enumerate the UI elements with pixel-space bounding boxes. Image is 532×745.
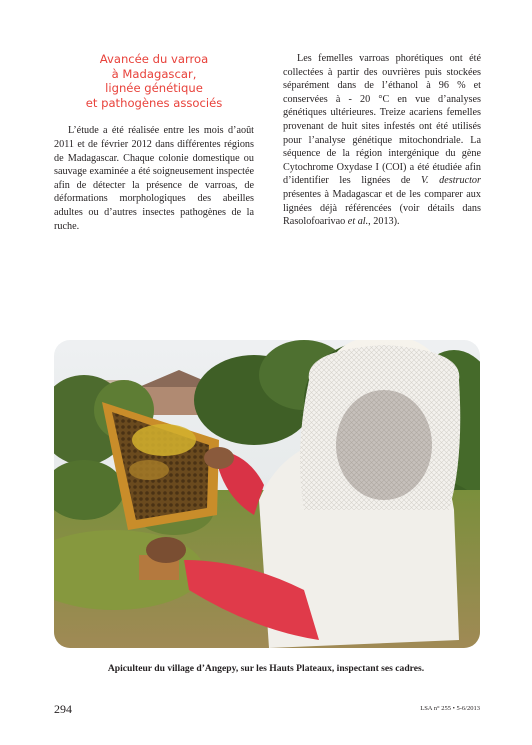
heading-line-2: à Madagascar, <box>111 66 197 81</box>
et-al: et al. <box>347 216 369 228</box>
left-column <box>54 52 254 233</box>
right-paragraph-part3: , 2013). <box>368 216 400 228</box>
right-paragraph-part2: présentes à Madagascar et de les comparer aux lignées déjà référencées (voir détails dans Rasolofoarivao <box>283 188 481 228</box>
left-paragraph: L’étude a été réalisée entre les mois d’août 2011 et de février 2012 dans différentes régions de Madagascar. Chaque colonie domestique ou sauvage examinée a été soigneusement inspectée afin de détecter la présence de varroas, de déformations morphologiques des abeilles adultes ou d’autres insectes pathogènes de la ruche. <box>54 125 254 232</box>
right-paragraph-part1: Les femelles varroas phorétiques ont été collectées à partir des ouvrières puis stockées séparément dans de l’éthanol à 96 % et conservées à - 20 °C en vue d’analyses génétiques ultérieures. Treize acariens femelles provenant de huit sites infestés ont été utilisés pour l’analyse génétique mitochondriale. La séquence de la région intergénique du gène Cytochrome Oxydase I (COI) a été étudiée afin d’identifier les lignées de <box>283 53 481 187</box>
photo-caption: Apiculteur du village d’Angepy, sur les Hauts Plateaux, inspectant ses cadres. <box>107 663 425 674</box>
heading-line-1: Avancée du varroa <box>99 52 209 66</box>
right-column <box>283 52 481 229</box>
journal-reference: LSA n° 255 • 5-6/2013 <box>420 705 480 712</box>
heading-line-3: lignée génétique <box>105 81 203 96</box>
heading-line-4: et pathogènes associés <box>85 95 223 110</box>
page-number: 294 <box>54 702 72 716</box>
right-paragraph <box>283 52 481 229</box>
species-name: V. destructor <box>421 175 481 187</box>
section-heading <box>54 52 254 110</box>
beekeeper-photo <box>54 340 480 648</box>
